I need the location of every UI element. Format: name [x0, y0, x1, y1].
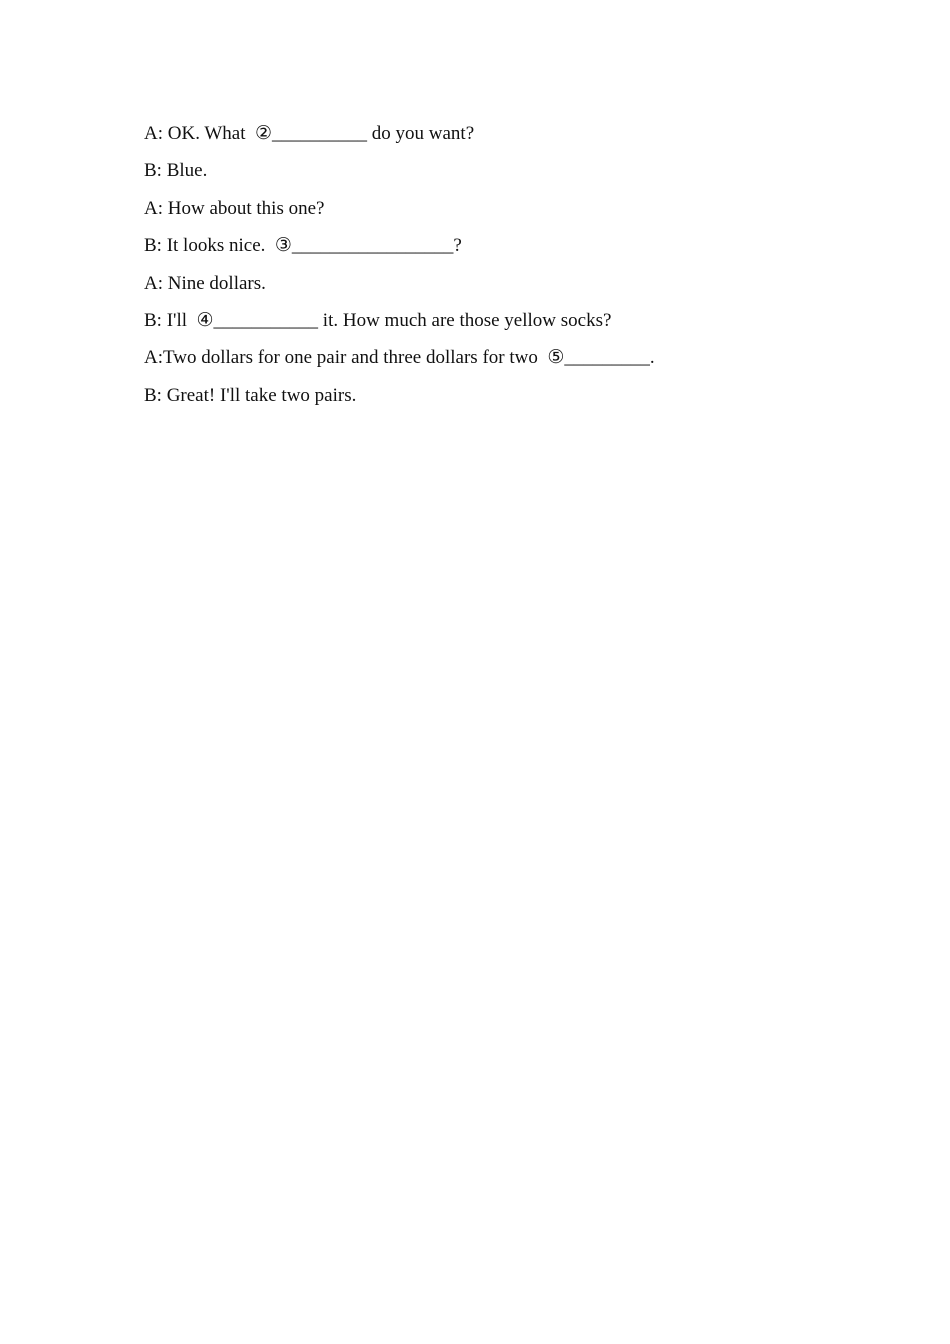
dialogue-line-6: B: I'll ④___________ it. How much are those yellow socks? [144, 309, 612, 331]
dialogue-block [144, 122, 844, 421]
dialogue-line-1: A: OK. What ②__________ do you want? [144, 123, 475, 144]
dialogue-line-5: A: Nine dollars. [144, 272, 266, 294]
dialogue-line-8: B: Great! I'll take two pairs. [144, 384, 357, 406]
dialogue-line-2: B: Blue. [144, 160, 208, 182]
dialogue-line-3: A: How about this one? [144, 197, 325, 219]
dialogue-line-7: A:Two dollars for one pair and three dollars for two ⑤_________. [144, 347, 655, 369]
dialogue-line-4: B: It looks nice. ③_________________? [144, 235, 462, 257]
